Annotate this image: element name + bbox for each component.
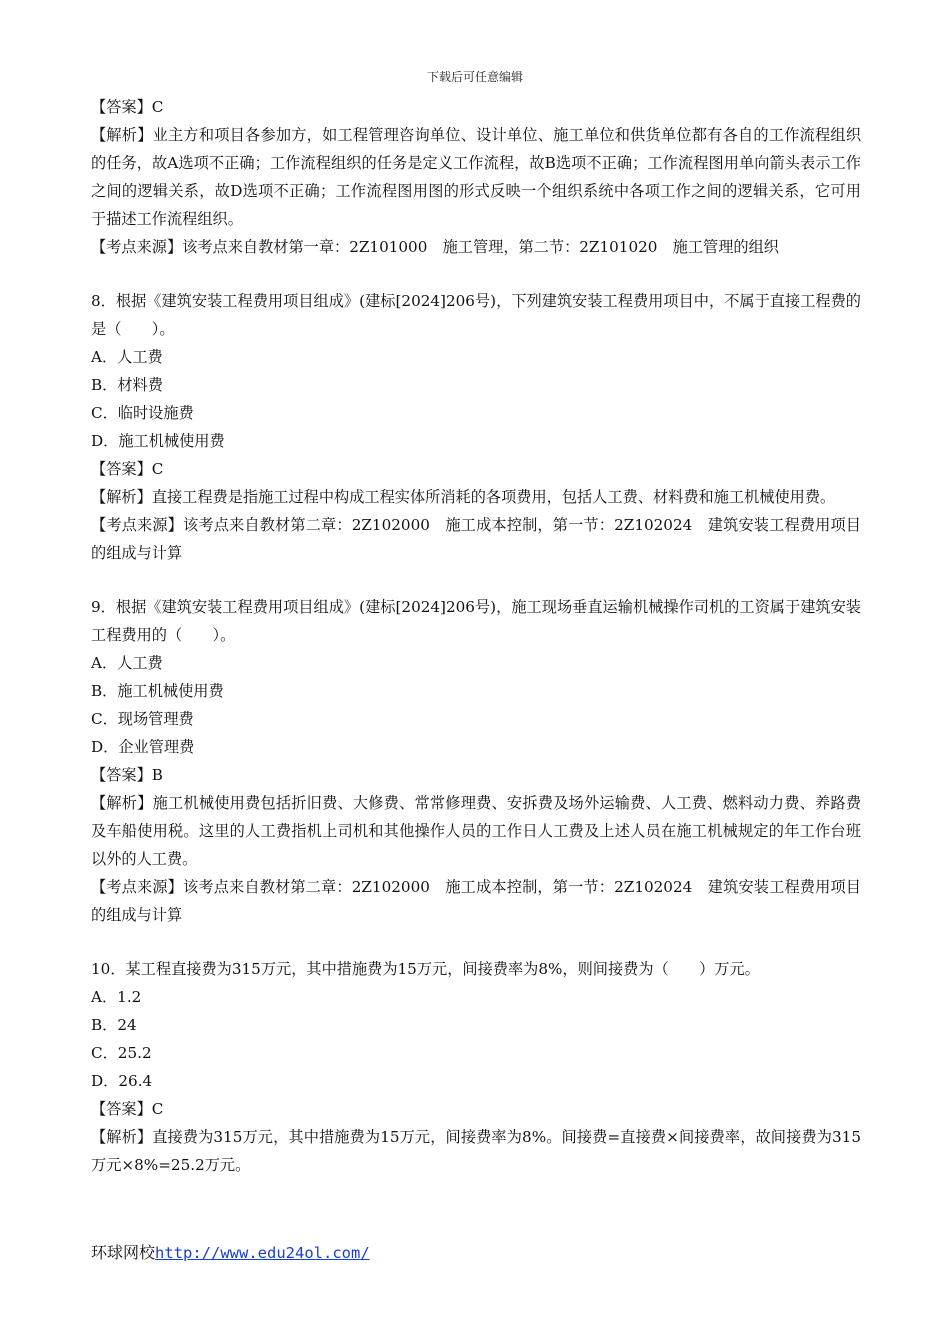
question-stem: 9．根据《建筑安装工程费用项目组成》(建标[2024]206号)，施工现场垂直运输机械操作司机的工资属于建筑安装工程费用的（ ）。	[91, 598, 861, 644]
question-9	[91, 593, 861, 929]
footer-link[interactable]: http://www.edu24ol.com/	[155, 1244, 370, 1262]
option-c: C．临时设施费	[91, 404, 194, 422]
option-b: B．24	[91, 1016, 137, 1034]
option-d: D．26.4	[91, 1072, 153, 1090]
analysis: 【解析】直接费为315万元，其中措施费为15万元，间接费率为8%。间接费=直接费×间接费率，故间接费为315万元×8%=25.2万元。	[91, 1128, 861, 1174]
page-footer	[91, 1241, 370, 1265]
option-a: A．人工费	[91, 348, 163, 366]
option-b: B．施工机械使用费	[91, 682, 224, 700]
question-8	[91, 287, 861, 567]
source: 【考点来源】该考点来自教材第二章：2Z102000 施工成本控制，第一节：2Z102024 建筑安装工程费用项目的组成与计算	[91, 878, 861, 924]
question-10	[91, 955, 861, 1179]
question-stem: 8．根据《建筑安装工程费用项目组成》(建标[2024]206号)，下列建筑安装工程费用项目中，不属于直接工程费的是（ ）。	[91, 292, 861, 338]
answer: 【答案】C	[91, 460, 164, 478]
option-a: A．人工费	[91, 654, 163, 672]
document-body	[91, 93, 861, 1179]
analysis: 【解析】施工机械使用费包括折旧费、大修费、常常修理费、安拆费及场外运输费、人工费、燃料动力费、养路费及车船使用税。这里的人工费指机上司机和其他操作人员的工作日人工费及上述人员在施工机械规定的年工作台班以外的人工费。	[91, 794, 861, 868]
option-c: C．25.2	[91, 1044, 152, 1062]
option-a: A．1.2	[91, 988, 142, 1006]
answer: 【答案】B	[91, 766, 163, 784]
answer: 【答案】C	[91, 1100, 164, 1118]
option-d: D．施工机械使用费	[91, 432, 225, 450]
analysis-q7: 【解析】业主方和项目各参加方，如工程管理咨询单位、设计单位、施工单位和供货单位都有各自的工作流程组织的任务，故A选项不正确；工作流程组织的任务是定义工作流程，故B选项不正确；工作流程图用单向箭头表示工作之间的逻辑关系，故D选项不正确；工作流程图用图的形式反映一个组织系统中各项工作之间的逻辑关系，它可用于描述工作流程组织。	[91, 126, 861, 228]
answer-q7: 【答案】C	[91, 98, 164, 116]
footer-brand: 环球网校	[91, 1243, 156, 1262]
source-q7: 【考点来源】该考点来自教材第一章：2Z101000 施工管理，第二节：2Z101020 施工管理的组织	[91, 238, 779, 256]
option-d: D．企业管理费	[91, 738, 195, 756]
analysis: 【解析】直接工程费是指施工过程中构成工程实体所消耗的各项费用，包括人工费、材料费和施工机械使用费。	[91, 488, 836, 506]
page-header: 下载后可任意编辑	[426, 70, 523, 84]
option-c: C．现场管理费	[91, 710, 194, 728]
option-b: B．材料费	[91, 376, 163, 394]
question-stem: 10．某工程直接费为315万元，其中措施费为15万元，间接费率为8%，则间接费为（ ）万元。	[91, 960, 760, 978]
source: 【考点来源】该考点来自教材第二章：2Z102000 施工成本控制，第一节：2Z102024 建筑安装工程费用项目的组成与计算	[91, 516, 861, 562]
